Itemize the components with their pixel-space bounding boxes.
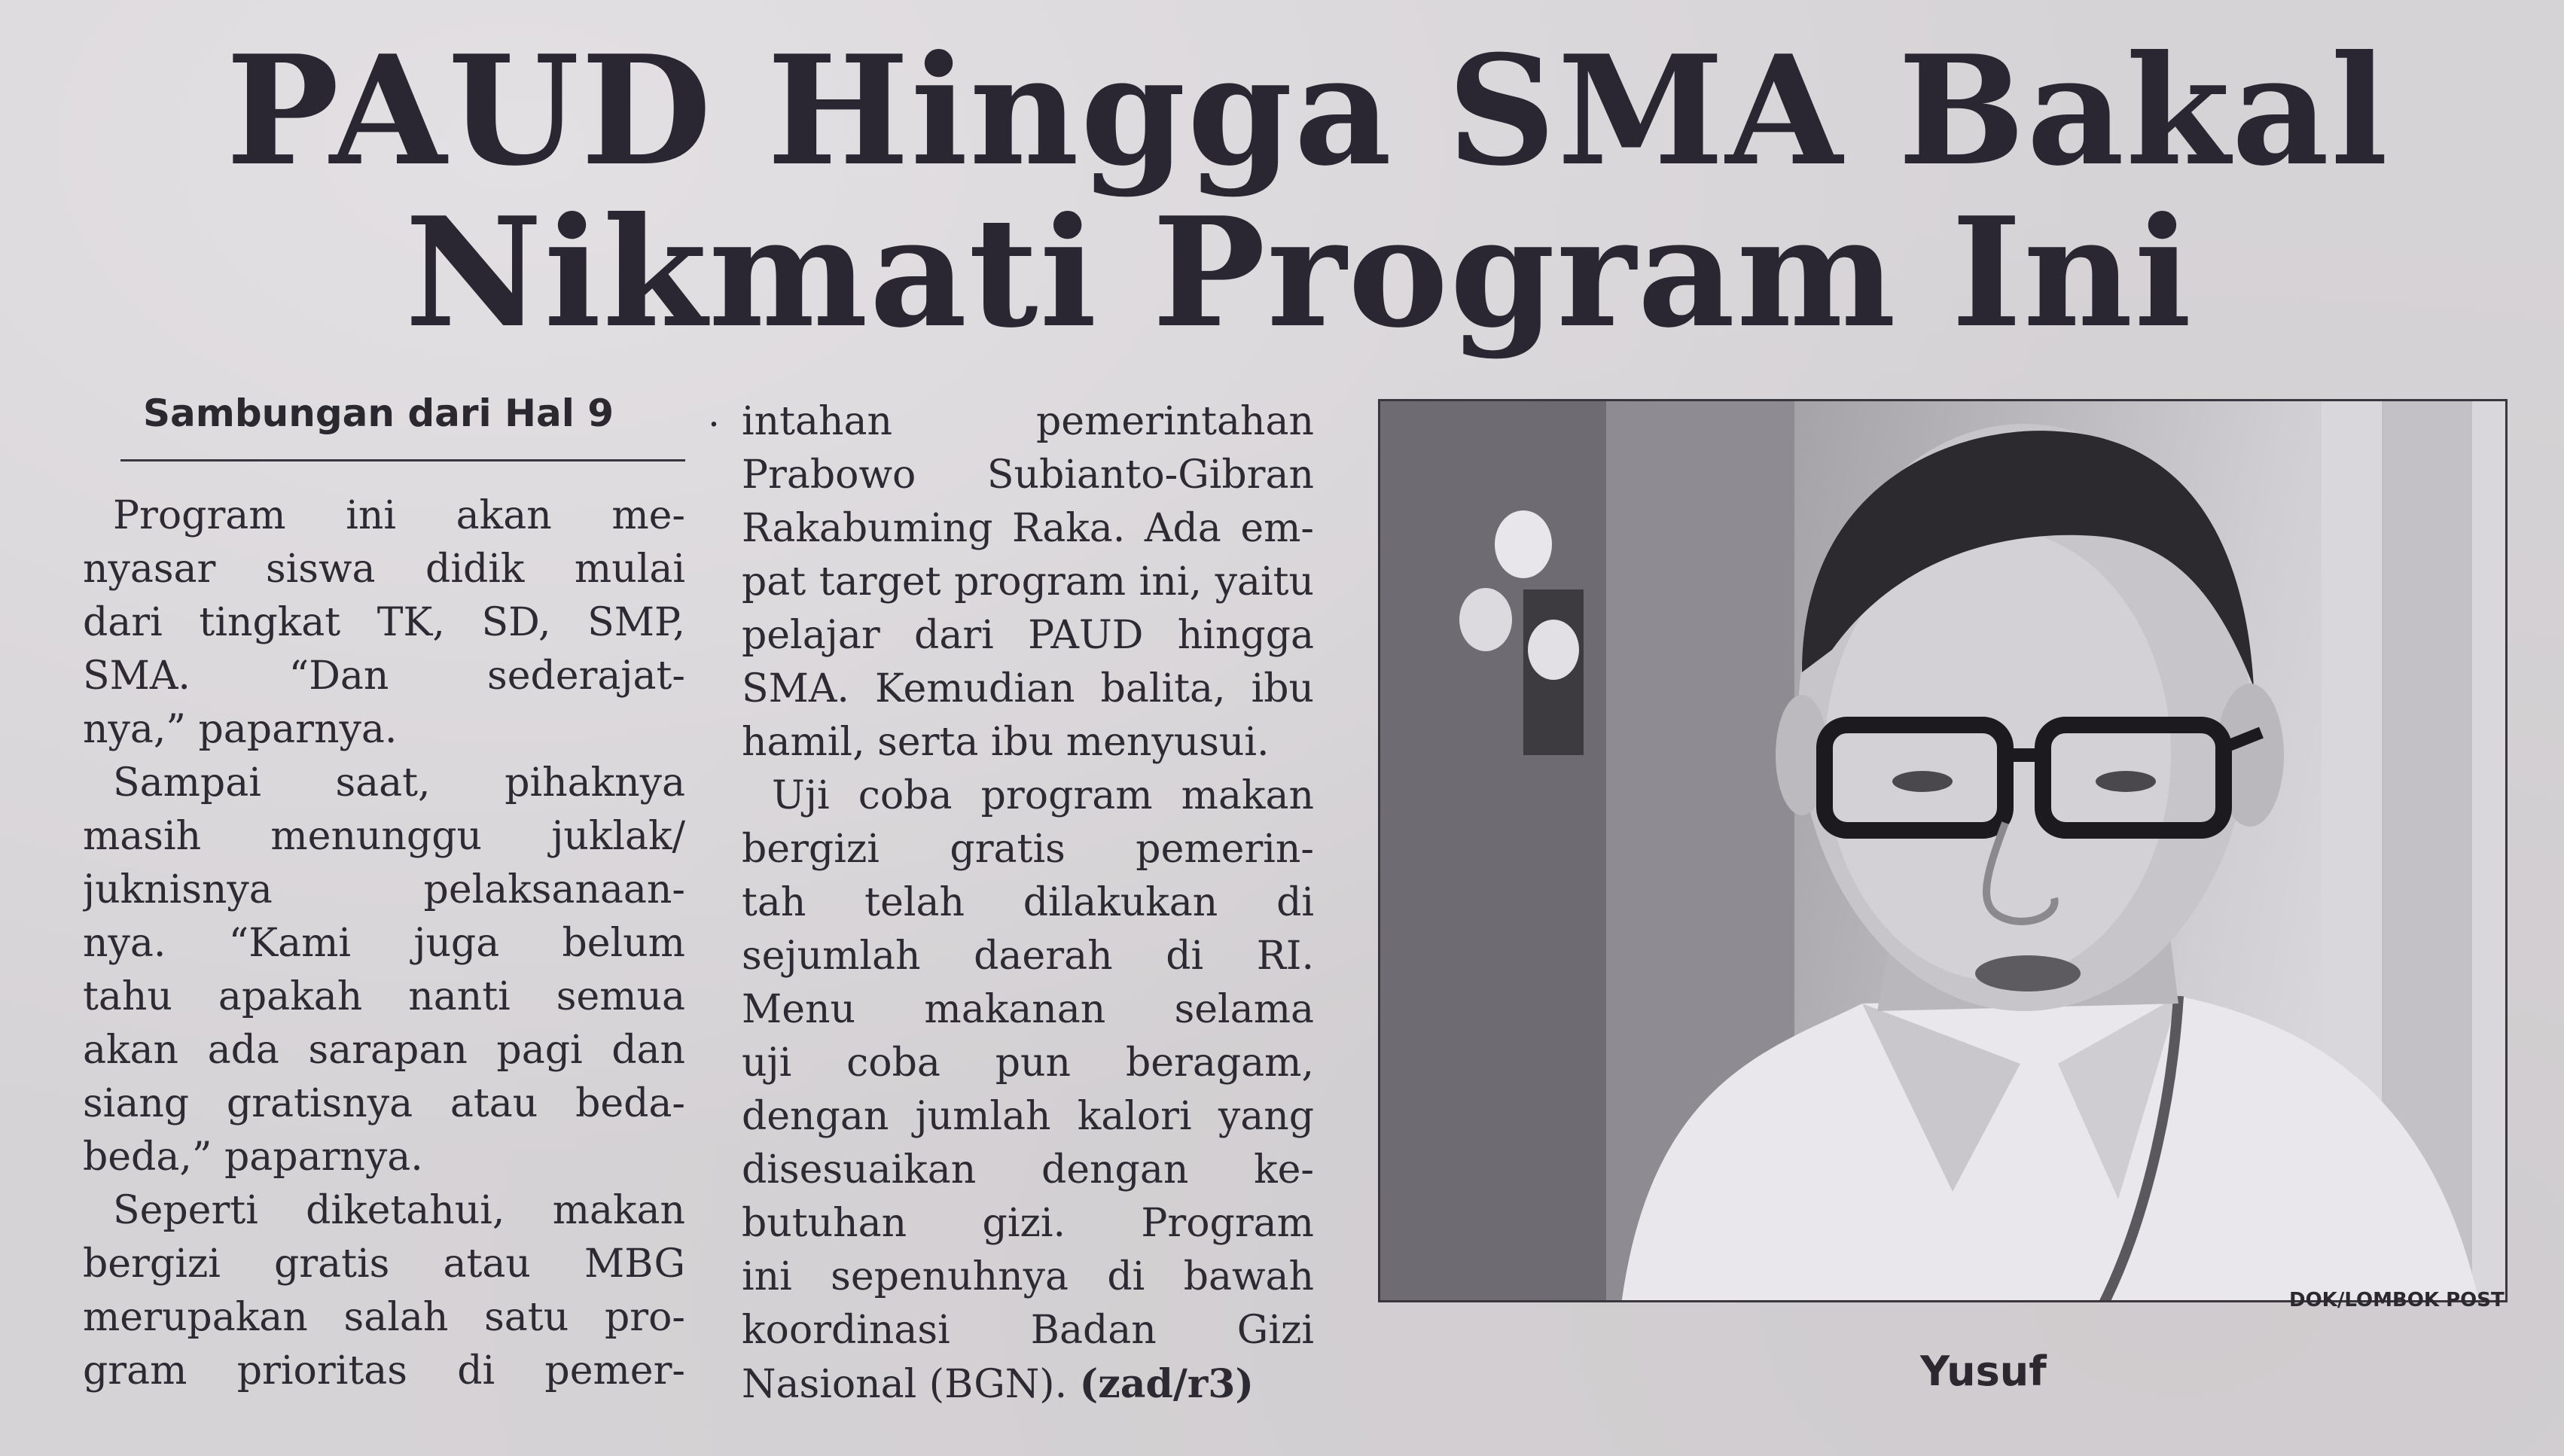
body-line: hamil, serta ibu menyusui. xyxy=(742,720,1270,765)
article-column-1 xyxy=(83,489,685,1398)
body-line: uji coba pun beragam, xyxy=(742,1040,1314,1086)
portrait-photo xyxy=(1378,399,2508,1302)
body-line: bergizi gratis atau MBG xyxy=(83,1241,685,1287)
body-line: Program ini akan me- xyxy=(113,493,685,538)
body-line: beda,” paparnya. xyxy=(83,1135,423,1180)
article-column-2 xyxy=(742,395,1314,1411)
body-line: merupakan salah satu pro- xyxy=(83,1295,685,1340)
body-line: juknisnya pelaksanaan- xyxy=(83,867,685,912)
byline: (zad/r3) xyxy=(1079,1361,1254,1407)
body-line: tah telah dilakukan di xyxy=(742,880,1314,925)
body-line: Rakabuming Raka. Ada em- xyxy=(742,506,1314,551)
body-line: gram prioritas di pemer- xyxy=(83,1348,685,1394)
body-line: bergizi gratis pemerin- xyxy=(742,827,1314,872)
body-line: dengan jumlah kalori yang xyxy=(742,1094,1314,1139)
continuation-kicker: Sambungan dari Hal 9 xyxy=(143,391,614,435)
portrait-illustration xyxy=(1380,401,2508,1302)
body-line: dari tingkat TK, SD, SMP, xyxy=(83,600,685,645)
headline-line-2: Nikmati Program Ini xyxy=(404,184,2194,361)
kicker-divider xyxy=(120,459,685,461)
body-line: tahu apakah nanti semua xyxy=(83,974,685,1019)
body-line: ini sepenuhnya di bawah xyxy=(742,1254,1314,1299)
body-line: nya,” paparnya. xyxy=(83,707,398,752)
photo-caption: Yusuf xyxy=(1920,1348,2047,1395)
body-line: pat target program ini, yaitu xyxy=(742,559,1314,605)
body-line: akan ada sarapan pagi dan xyxy=(83,1028,685,1073)
photo-credit: DOK/LOMBOK POST xyxy=(2289,1289,2505,1311)
body-line: nya. “Kami juga belum xyxy=(83,921,685,966)
body-line: sejumlah daerah di RI. xyxy=(742,934,1314,979)
body-line: masih menunggu juklak/ xyxy=(83,814,685,859)
body-line: SMA. “Dan sederajat- xyxy=(83,653,685,699)
headline xyxy=(226,23,2390,361)
body-line: butuhan gizi. Program xyxy=(742,1201,1314,1246)
body-line: Menu makanan selama xyxy=(742,987,1314,1032)
body-line: intahan pemerintahan xyxy=(742,399,1314,444)
body-line: Sampai saat, pihaknya xyxy=(113,760,685,806)
body-line: disesuaikan dengan ke- xyxy=(742,1147,1314,1193)
headline-line-1: PAUD Hingga SMA Bakal xyxy=(226,23,2390,200)
body-line: SMA. Kemudian balita, ibu xyxy=(742,666,1314,711)
body-line: pelajar dari PAUD hingga xyxy=(742,613,1314,658)
body-line: Seperti diketahui, makan xyxy=(113,1188,685,1233)
kicker-dot: . xyxy=(708,391,720,435)
body-line: Uji coba program makan xyxy=(772,773,1314,818)
body-line: koordinasi Badan Gizi xyxy=(742,1308,1314,1353)
body-line: Prabowo Subianto-Gibran xyxy=(742,452,1314,498)
body-line: nyasar siswa didik mulai xyxy=(83,547,685,592)
body-line: siang gratisnya atau beda- xyxy=(83,1081,685,1126)
body-line-text: Nasional (BGN). xyxy=(742,1362,1068,1407)
body-line-final xyxy=(742,1357,1314,1411)
